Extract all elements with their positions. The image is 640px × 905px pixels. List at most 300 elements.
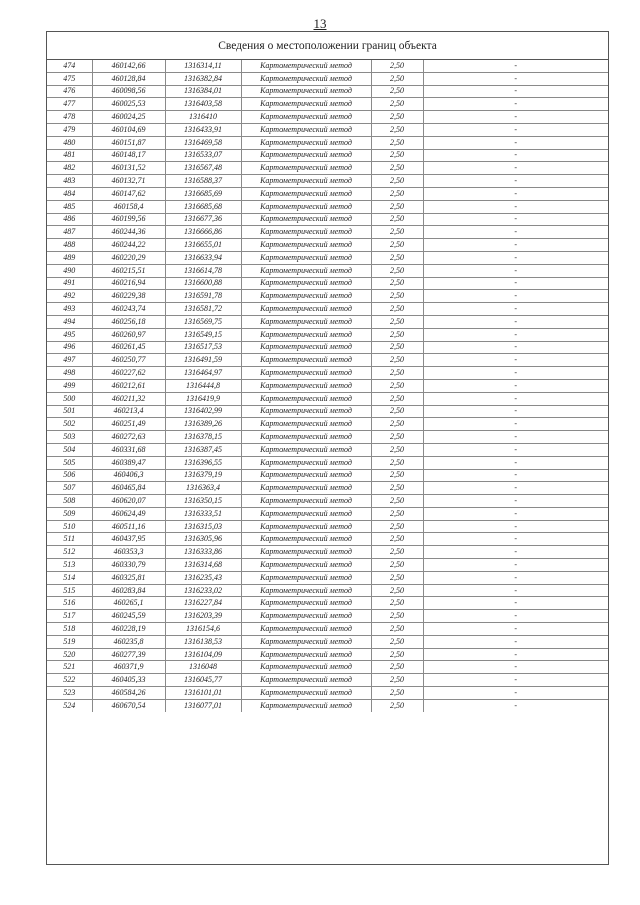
point-number-cell: 501	[47, 405, 92, 418]
method-cell: Картометрический метод	[241, 443, 371, 456]
method-cell: Картометрический метод	[241, 200, 371, 213]
point-number-cell: 511	[47, 533, 92, 546]
description-cell: -	[423, 495, 608, 508]
accuracy-cell: 2,50	[371, 277, 423, 290]
description-cell: -	[423, 149, 608, 162]
point-number-cell: 483	[47, 175, 92, 188]
x-coordinate-cell: 460389,47	[92, 456, 165, 469]
y-coordinate-cell: 1316045,77	[165, 674, 241, 687]
accuracy-cell: 2,50	[371, 469, 423, 482]
accuracy-cell: 2,50	[371, 507, 423, 520]
table-row	[47, 213, 608, 226]
x-coordinate-cell: 460211,32	[92, 392, 165, 405]
table-row	[47, 495, 608, 508]
x-coordinate-cell: 460272,63	[92, 431, 165, 444]
accuracy-cell: 2,50	[371, 213, 423, 226]
coordinates-table-body	[47, 60, 608, 712]
accuracy-cell: 2,50	[371, 341, 423, 354]
x-coordinate-cell: 460104,69	[92, 123, 165, 136]
point-number-cell: 490	[47, 264, 92, 277]
y-coordinate-cell: 1316333,86	[165, 546, 241, 559]
point-number-cell: 484	[47, 187, 92, 200]
description-cell: -	[423, 175, 608, 188]
accuracy-cell: 2,50	[371, 200, 423, 213]
y-coordinate-cell: 1316588,37	[165, 175, 241, 188]
table-row	[47, 264, 608, 277]
method-cell: Картометрический метод	[241, 290, 371, 303]
point-number-cell: 482	[47, 162, 92, 175]
x-coordinate-cell: 460260,97	[92, 328, 165, 341]
accuracy-cell: 2,50	[371, 60, 423, 72]
y-coordinate-cell: 1316685,69	[165, 187, 241, 200]
description-cell: -	[423, 123, 608, 136]
method-cell: Картометрический метод	[241, 546, 371, 559]
point-number-cell: 513	[47, 559, 92, 572]
point-number-cell: 474	[47, 60, 92, 72]
description-cell: -	[423, 648, 608, 661]
x-coordinate-cell: 460128,84	[92, 72, 165, 85]
table-row	[47, 72, 608, 85]
y-coordinate-cell: 1316614,78	[165, 264, 241, 277]
point-number-cell: 492	[47, 290, 92, 303]
table-row	[47, 431, 608, 444]
x-coordinate-cell: 460243,74	[92, 303, 165, 316]
description-cell: -	[423, 584, 608, 597]
table-row	[47, 98, 608, 111]
accuracy-cell: 2,50	[371, 85, 423, 98]
table-row	[47, 571, 608, 584]
description-cell: -	[423, 213, 608, 226]
y-coordinate-cell: 1316305,96	[165, 533, 241, 546]
y-coordinate-cell: 1316350,15	[165, 495, 241, 508]
description-cell: -	[423, 162, 608, 175]
accuracy-cell: 2,50	[371, 520, 423, 533]
point-number-cell: 519	[47, 635, 92, 648]
x-coordinate-cell: 460199,56	[92, 213, 165, 226]
table-row	[47, 226, 608, 239]
method-cell: Картометрический метод	[241, 431, 371, 444]
point-number-cell: 506	[47, 469, 92, 482]
table-row	[47, 520, 608, 533]
y-coordinate-cell: 1316569,75	[165, 315, 241, 328]
y-coordinate-cell: 1316402,99	[165, 405, 241, 418]
accuracy-cell: 2,50	[371, 699, 423, 711]
x-coordinate-cell: 460132,71	[92, 175, 165, 188]
method-cell: Картометрический метод	[241, 687, 371, 700]
method-cell: Картометрический метод	[241, 162, 371, 175]
y-coordinate-cell: 1316101,01	[165, 687, 241, 700]
description-cell: -	[423, 520, 608, 533]
description-cell: -	[423, 251, 608, 264]
accuracy-cell: 2,50	[371, 72, 423, 85]
description-cell: -	[423, 98, 608, 111]
table-row	[47, 546, 608, 559]
y-coordinate-cell: 1316384,01	[165, 85, 241, 98]
point-number-cell: 497	[47, 354, 92, 367]
description-cell: -	[423, 315, 608, 328]
y-coordinate-cell: 1316491,59	[165, 354, 241, 367]
point-number-cell: 516	[47, 597, 92, 610]
description-cell: -	[423, 111, 608, 124]
method-cell: Картометрический метод	[241, 187, 371, 200]
method-cell: Картометрический метод	[241, 226, 371, 239]
y-coordinate-cell: 1316444,8	[165, 379, 241, 392]
table-row	[47, 162, 608, 175]
description-cell: -	[423, 687, 608, 700]
accuracy-cell: 2,50	[371, 495, 423, 508]
accuracy-cell: 2,50	[371, 674, 423, 687]
x-coordinate-cell: 460331,68	[92, 443, 165, 456]
accuracy-cell: 2,50	[371, 226, 423, 239]
accuracy-cell: 2,50	[371, 648, 423, 661]
method-cell: Картометрический метод	[241, 251, 371, 264]
point-number-cell: 486	[47, 213, 92, 226]
method-cell: Картометрический метод	[241, 149, 371, 162]
table-row	[47, 635, 608, 648]
table-row	[47, 405, 608, 418]
accuracy-cell: 2,50	[371, 111, 423, 124]
y-coordinate-cell: 1316655,01	[165, 239, 241, 252]
accuracy-cell: 2,50	[371, 303, 423, 316]
x-coordinate-cell: 460212,61	[92, 379, 165, 392]
table-row	[47, 507, 608, 520]
method-cell: Картометрический метод	[241, 136, 371, 149]
point-number-cell: 524	[47, 699, 92, 711]
accuracy-cell: 2,50	[371, 533, 423, 546]
y-coordinate-cell: 1316396,55	[165, 456, 241, 469]
table-row	[47, 328, 608, 341]
x-coordinate-cell: 460228,19	[92, 623, 165, 636]
table-row	[47, 610, 608, 623]
x-coordinate-cell: 460406,3	[92, 469, 165, 482]
accuracy-cell: 2,50	[371, 456, 423, 469]
description-cell: -	[423, 85, 608, 98]
method-cell: Картометрический метод	[241, 674, 371, 687]
point-number-cell: 478	[47, 111, 92, 124]
description-cell: -	[423, 60, 608, 72]
y-coordinate-cell: 1316378,15	[165, 431, 241, 444]
y-coordinate-cell: 1316382,84	[165, 72, 241, 85]
y-coordinate-cell: 1316533,07	[165, 149, 241, 162]
description-cell: -	[423, 635, 608, 648]
y-coordinate-cell: 1316314,11	[165, 60, 241, 72]
x-coordinate-cell: 460277,39	[92, 648, 165, 661]
accuracy-cell: 2,50	[371, 418, 423, 431]
description-cell: -	[423, 456, 608, 469]
method-cell: Картометрический метод	[241, 584, 371, 597]
accuracy-cell: 2,50	[371, 149, 423, 162]
point-number-cell: 510	[47, 520, 92, 533]
x-coordinate-cell: 460265,1	[92, 597, 165, 610]
point-number-cell: 520	[47, 648, 92, 661]
x-coordinate-cell: 460250,77	[92, 354, 165, 367]
coordinates-sheet	[46, 31, 609, 865]
method-cell: Картометрический метод	[241, 392, 371, 405]
table-row	[47, 175, 608, 188]
x-coordinate-cell: 460213,4	[92, 405, 165, 418]
table-row	[47, 456, 608, 469]
description-cell: -	[423, 136, 608, 149]
y-coordinate-cell: 1316410	[165, 111, 241, 124]
point-number-cell: 479	[47, 123, 92, 136]
y-coordinate-cell: 1316419,9	[165, 392, 241, 405]
y-coordinate-cell: 1316235,43	[165, 571, 241, 584]
method-cell: Картометрический метод	[241, 418, 371, 431]
y-coordinate-cell: 1316333,51	[165, 507, 241, 520]
point-number-cell: 522	[47, 674, 92, 687]
accuracy-cell: 2,50	[371, 251, 423, 264]
description-cell: -	[423, 571, 608, 584]
accuracy-cell: 2,50	[371, 379, 423, 392]
method-cell: Картометрический метод	[241, 367, 371, 380]
x-coordinate-cell: 460584,26	[92, 687, 165, 700]
method-cell: Картометрический метод	[241, 699, 371, 711]
method-cell: Картометрический метод	[241, 213, 371, 226]
description-cell: -	[423, 226, 608, 239]
x-coordinate-cell: 460215,51	[92, 264, 165, 277]
method-cell: Картометрический метод	[241, 72, 371, 85]
point-number-cell: 518	[47, 623, 92, 636]
description-cell: -	[423, 699, 608, 711]
table-row	[47, 354, 608, 367]
x-coordinate-cell: 460151,87	[92, 136, 165, 149]
description-cell: -	[423, 200, 608, 213]
y-coordinate-cell: 1316600,88	[165, 277, 241, 290]
x-coordinate-cell: 460147,62	[92, 187, 165, 200]
point-number-cell: 493	[47, 303, 92, 316]
method-cell: Картометрический метод	[241, 533, 371, 546]
description-cell: -	[423, 661, 608, 674]
point-number-cell: 514	[47, 571, 92, 584]
x-coordinate-cell: 460256,18	[92, 315, 165, 328]
point-number-cell: 476	[47, 85, 92, 98]
y-coordinate-cell: 1316677,36	[165, 213, 241, 226]
y-coordinate-cell: 1316363,4	[165, 482, 241, 495]
table-row	[47, 661, 608, 674]
accuracy-cell: 2,50	[371, 405, 423, 418]
accuracy-cell: 2,50	[371, 559, 423, 572]
method-cell: Картометрический метод	[241, 239, 371, 252]
page-number: 13	[313, 16, 327, 31]
description-cell: -	[423, 290, 608, 303]
description-cell: -	[423, 341, 608, 354]
accuracy-cell: 2,50	[371, 98, 423, 111]
x-coordinate-cell: 460330,79	[92, 559, 165, 572]
description-cell: -	[423, 443, 608, 456]
point-number-cell: 500	[47, 392, 92, 405]
description-cell: -	[423, 597, 608, 610]
method-cell: Картометрический метод	[241, 635, 371, 648]
x-coordinate-cell: 460216,94	[92, 277, 165, 290]
method-cell: Картометрический метод	[241, 469, 371, 482]
description-cell: -	[423, 72, 608, 85]
accuracy-cell: 2,50	[371, 546, 423, 559]
accuracy-cell: 2,50	[371, 264, 423, 277]
point-number-cell: 481	[47, 149, 92, 162]
point-number-cell: 496	[47, 341, 92, 354]
y-coordinate-cell: 1316464,97	[165, 367, 241, 380]
y-coordinate-cell: 1316227,84	[165, 597, 241, 610]
y-coordinate-cell: 1316389,26	[165, 418, 241, 431]
description-cell: -	[423, 392, 608, 405]
x-coordinate-cell: 460405,33	[92, 674, 165, 687]
table-row	[47, 123, 608, 136]
x-coordinate-cell: 460670,54	[92, 699, 165, 711]
accuracy-cell: 2,50	[371, 239, 423, 252]
method-cell: Картометрический метод	[241, 597, 371, 610]
point-number-cell: 480	[47, 136, 92, 149]
y-coordinate-cell: 1316077,01	[165, 699, 241, 711]
table-row	[47, 699, 608, 711]
table-row	[47, 187, 608, 200]
table-row	[47, 239, 608, 252]
table-row	[47, 597, 608, 610]
table-row	[47, 379, 608, 392]
method-cell: Картометрический метод	[241, 175, 371, 188]
accuracy-cell: 2,50	[371, 623, 423, 636]
sheet-title: Сведения о местоположении границ объекта	[47, 32, 608, 60]
x-coordinate-cell: 460025,53	[92, 98, 165, 111]
method-cell: Картометрический метод	[241, 123, 371, 136]
description-cell: -	[423, 431, 608, 444]
y-coordinate-cell: 1316048	[165, 661, 241, 674]
x-coordinate-cell: 460624,49	[92, 507, 165, 520]
point-number-cell: 475	[47, 72, 92, 85]
accuracy-cell: 2,50	[371, 328, 423, 341]
accuracy-cell: 2,50	[371, 123, 423, 136]
x-coordinate-cell: 460465,84	[92, 482, 165, 495]
description-cell: -	[423, 328, 608, 341]
method-cell: Картометрический метод	[241, 328, 371, 341]
table-row	[47, 469, 608, 482]
description-cell: -	[423, 187, 608, 200]
method-cell: Картометрический метод	[241, 571, 371, 584]
x-coordinate-cell: 460251,49	[92, 418, 165, 431]
y-coordinate-cell: 1316233,02	[165, 584, 241, 597]
y-coordinate-cell: 1316433,91	[165, 123, 241, 136]
coordinates-table	[47, 60, 608, 712]
y-coordinate-cell: 1316517,53	[165, 341, 241, 354]
y-coordinate-cell: 1316104,09	[165, 648, 241, 661]
method-cell: Картометрический метод	[241, 315, 371, 328]
description-cell: -	[423, 469, 608, 482]
accuracy-cell: 2,50	[371, 136, 423, 149]
x-coordinate-cell: 460245,59	[92, 610, 165, 623]
point-number-cell: 498	[47, 367, 92, 380]
accuracy-cell: 2,50	[371, 187, 423, 200]
point-number-cell: 523	[47, 687, 92, 700]
accuracy-cell: 2,50	[371, 584, 423, 597]
x-coordinate-cell: 460131,52	[92, 162, 165, 175]
x-coordinate-cell: 460229,38	[92, 290, 165, 303]
table-row	[47, 584, 608, 597]
description-cell: -	[423, 418, 608, 431]
accuracy-cell: 2,50	[371, 635, 423, 648]
accuracy-cell: 2,50	[371, 431, 423, 444]
x-coordinate-cell: 460220,29	[92, 251, 165, 264]
table-row	[47, 85, 608, 98]
table-row	[47, 648, 608, 661]
point-number-cell: 499	[47, 379, 92, 392]
table-row	[47, 674, 608, 687]
x-coordinate-cell: 460098,56	[92, 85, 165, 98]
x-coordinate-cell: 460261,45	[92, 341, 165, 354]
point-number-cell: 485	[47, 200, 92, 213]
x-coordinate-cell: 460227,62	[92, 367, 165, 380]
x-coordinate-cell: 460325,81	[92, 571, 165, 584]
table-row	[47, 251, 608, 264]
method-cell: Картометрический метод	[241, 559, 371, 572]
y-coordinate-cell: 1316633,94	[165, 251, 241, 264]
accuracy-cell: 2,50	[371, 162, 423, 175]
description-cell: -	[423, 482, 608, 495]
x-coordinate-cell: 460235,8	[92, 635, 165, 648]
accuracy-cell: 2,50	[371, 597, 423, 610]
point-number-cell: 503	[47, 431, 92, 444]
point-number-cell: 515	[47, 584, 92, 597]
point-number-cell: 487	[47, 226, 92, 239]
table-row	[47, 482, 608, 495]
y-coordinate-cell: 1316549,15	[165, 328, 241, 341]
y-coordinate-cell: 1316581,72	[165, 303, 241, 316]
method-cell: Картометрический метод	[241, 354, 371, 367]
accuracy-cell: 2,50	[371, 443, 423, 456]
table-row	[47, 60, 608, 72]
y-coordinate-cell: 1316154,6	[165, 623, 241, 636]
method-cell: Картометрический метод	[241, 277, 371, 290]
method-cell: Картометрический метод	[241, 495, 371, 508]
accuracy-cell: 2,50	[371, 367, 423, 380]
x-coordinate-cell: 460024,25	[92, 111, 165, 124]
point-number-cell: 509	[47, 507, 92, 520]
method-cell: Картометрический метод	[241, 520, 371, 533]
x-coordinate-cell: 460142,66	[92, 60, 165, 72]
y-coordinate-cell: 1316469,58	[165, 136, 241, 149]
x-coordinate-cell: 460511,16	[92, 520, 165, 533]
y-coordinate-cell: 1316591,78	[165, 290, 241, 303]
method-cell: Картометрический метод	[241, 379, 371, 392]
table-row	[47, 303, 608, 316]
accuracy-cell: 2,50	[371, 610, 423, 623]
method-cell: Картометрический метод	[241, 623, 371, 636]
description-cell: -	[423, 264, 608, 277]
accuracy-cell: 2,50	[371, 482, 423, 495]
point-number-cell: 491	[47, 277, 92, 290]
table-row	[47, 315, 608, 328]
table-row	[47, 367, 608, 380]
x-coordinate-cell: 460158,4	[92, 200, 165, 213]
accuracy-cell: 2,50	[371, 354, 423, 367]
description-cell: -	[423, 559, 608, 572]
point-number-cell: 494	[47, 315, 92, 328]
table-row	[47, 277, 608, 290]
description-cell: -	[423, 405, 608, 418]
accuracy-cell: 2,50	[371, 687, 423, 700]
y-coordinate-cell: 1316138,53	[165, 635, 241, 648]
table-row	[47, 341, 608, 354]
method-cell: Картометрический метод	[241, 85, 371, 98]
x-coordinate-cell: 460371,9	[92, 661, 165, 674]
point-number-cell: 507	[47, 482, 92, 495]
point-number-cell: 488	[47, 239, 92, 252]
table-row	[47, 418, 608, 431]
method-cell: Картометрический метод	[241, 507, 371, 520]
accuracy-cell: 2,50	[371, 661, 423, 674]
point-number-cell: 489	[47, 251, 92, 264]
description-cell: -	[423, 277, 608, 290]
method-cell: Картометрический метод	[241, 303, 371, 316]
method-cell: Картометрический метод	[241, 405, 371, 418]
